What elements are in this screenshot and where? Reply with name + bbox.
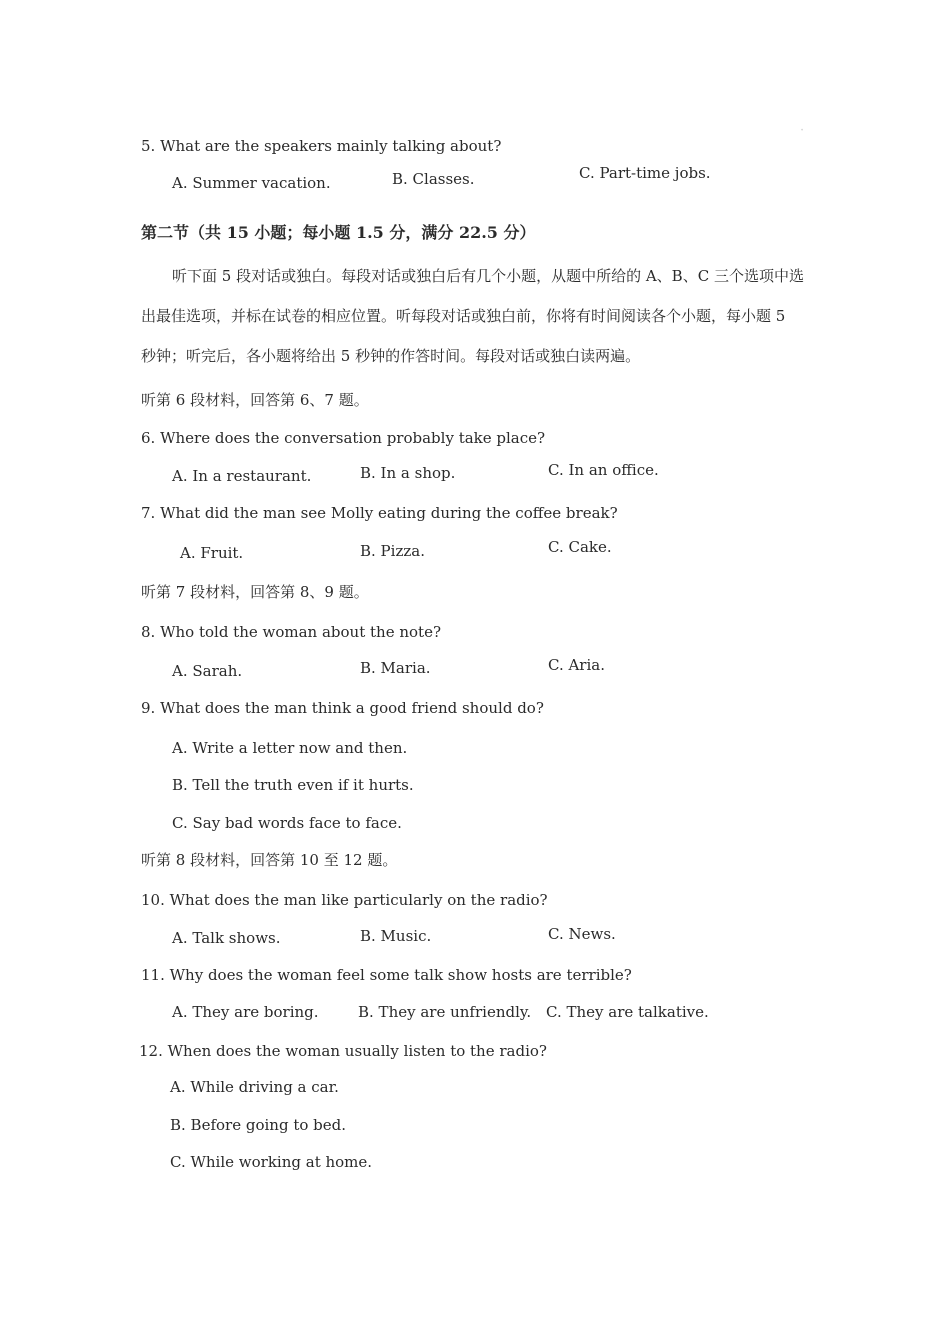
q5-option-b: B. Classes. xyxy=(392,170,475,188)
question-7: 7. What did the man see Molly eating during the coffee break? xyxy=(141,504,618,522)
q7-option-a: A. Fruit. xyxy=(180,544,244,562)
q7-option-b: B. Pizza. xyxy=(360,542,425,560)
section-heading: 第二节（共 15 小题；每小题 1.5 分，满分 22.5 分） xyxy=(141,223,536,242)
instructions-line-1: 听下面 5 段对话或独白。每段对话或独白后有几个小题，从题中所给的 A、B、C 三个选项中选 xyxy=(172,267,804,285)
q9-option-a: A. Write a letter now and then. xyxy=(172,739,408,757)
q10-option-c: C. News. xyxy=(548,925,616,943)
question-10: 10. What does the man like particularly on the radio? xyxy=(141,891,548,909)
bleed-through-text: · xyxy=(800,123,805,138)
q11-option-b: B. They are unfriendly. xyxy=(358,1003,532,1021)
instructions-line-3: 秒钟；听完后，各小题将给出 5 秒钟的作答时间。每段对话或独白读两遍。 xyxy=(141,347,641,365)
q9-option-b: B. Tell the truth even if it hurts. xyxy=(172,776,414,794)
instructions-line-2: 出最佳选项，并标在试卷的相应位置。听每段对话或独白前，你将有时间阅读各个小题，每小题 5 xyxy=(141,307,786,325)
question-6: 6. Where does the conversation probably take place? xyxy=(141,429,546,447)
passage-8-intro: 听第 8 段材料，回答第 10 至 12 题。 xyxy=(141,851,398,869)
q10-option-a: A. Talk shows. xyxy=(172,929,281,947)
q7-option-c: C. Cake. xyxy=(548,538,612,556)
q11-option-c: C. They are talkative. xyxy=(546,1003,709,1021)
passage-6-intro: 听第 6 段材料，回答第 6、7 题。 xyxy=(141,391,369,409)
q5-option-c: C. Part-time jobs. xyxy=(579,164,711,182)
question-12: 12. When does the woman usually listen to the radio? xyxy=(139,1042,547,1060)
question-11: 11. Why does the woman feel some talk show hosts are terrible? xyxy=(141,966,632,984)
q6-option-a: A. In a restaurant. xyxy=(172,467,312,485)
q12-option-c: C. While working at home. xyxy=(170,1153,373,1171)
q5-option-a: A. Summer vacation. xyxy=(172,174,331,192)
q8-option-c: C. Aria. xyxy=(548,656,605,674)
q6-option-b: B. In a shop. xyxy=(360,464,456,482)
q6-option-c: C. In an office. xyxy=(548,461,659,479)
q11-option-a: A. They are boring. xyxy=(172,1003,319,1021)
question-9: 9. What does the man think a good friend should do? xyxy=(141,699,544,717)
question-8: 8. Who told the woman about the note? xyxy=(141,623,441,641)
q10-option-b: B. Music. xyxy=(360,927,432,945)
q9-option-c: C. Say bad words face to face. xyxy=(172,814,402,832)
question-5: 5. What are the speakers mainly talking about? xyxy=(141,137,502,155)
q12-option-b: B. Before going to bed. xyxy=(170,1116,346,1134)
q12-option-a: A. While driving a car. xyxy=(170,1078,339,1096)
q8-option-a: A. Sarah. xyxy=(172,662,243,680)
q8-option-b: B. Maria. xyxy=(360,659,431,677)
passage-7-intro: 听第 7 段材料，回答第 8、9 题。 xyxy=(141,583,369,601)
